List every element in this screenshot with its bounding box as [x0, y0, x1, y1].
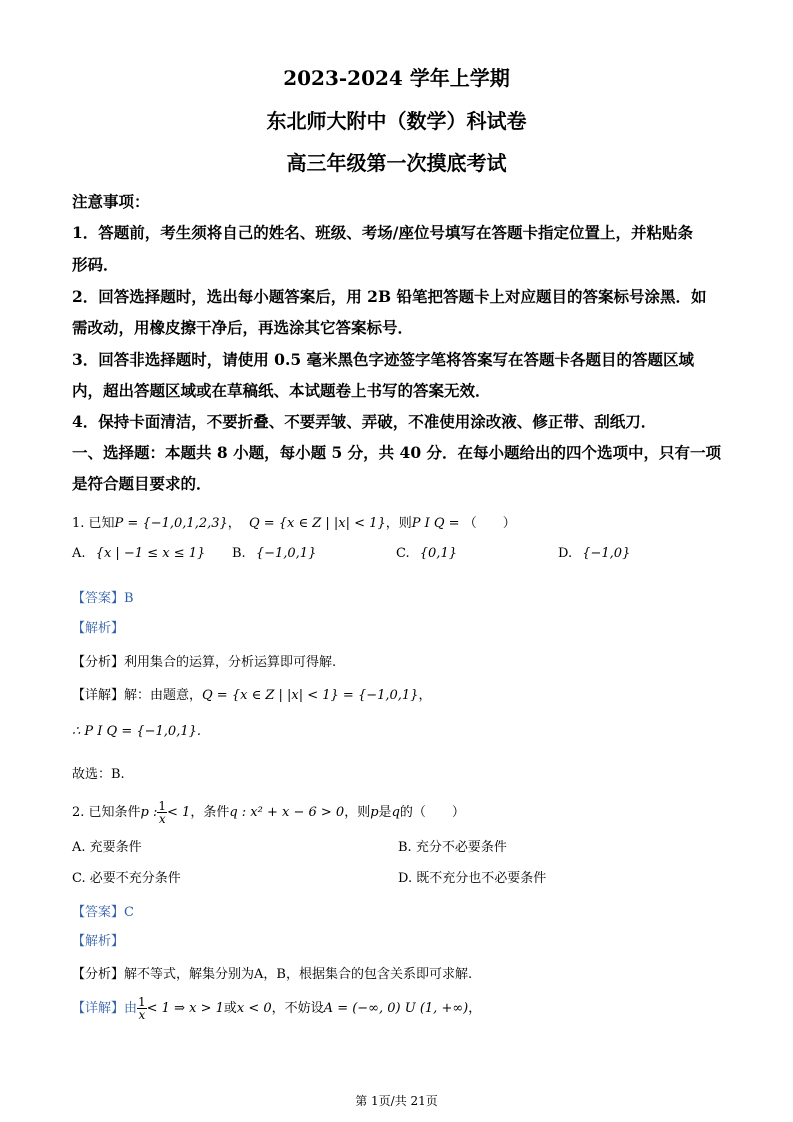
q1-paren: （ ） [463, 516, 516, 531]
q1-opt-a-label: A. [72, 546, 86, 561]
q1-conclusion: 故选：B. [72, 767, 125, 782]
header-school: 东北师大附中（数学）科试卷 [266, 109, 527, 133]
header-year: 2023-2024 学年上学期 [283, 66, 510, 90]
q1-opt-c-text: {0,1} [419, 546, 457, 561]
q1-opt-c-label: C. [396, 546, 410, 561]
q2-detail-fraction [137, 996, 147, 1021]
q1-option-a [72, 546, 205, 561]
q2-option-b: B. 充分不必要条件 [398, 840, 507, 855]
q2-fraction [157, 800, 167, 825]
q2-analysis: 【解析】 [72, 934, 125, 949]
notes-item1-a: 1．答题前，考生须将自己的姓名、班级、考场/座位号填写在答题卡指定位置上，并粘贴条 [72, 223, 693, 242]
q1-detail-prefix: 【详解】解：由题意， [72, 688, 203, 703]
q2-option-d: D. 既不充分也不必要条件 [398, 871, 547, 886]
notes-item2-b: 需改动，用橡皮擦干净后，再选涂其它答案标号． [72, 318, 414, 337]
q1-stem-prefix: 1. 已知 [72, 516, 115, 531]
q2-q-var: q [391, 805, 400, 820]
q2-detail-frac-num: 1 [138, 995, 146, 1009]
q2-answer: 【答案】C [72, 905, 134, 920]
page-number: 第 1页/共 21页 [355, 1094, 438, 1108]
q2-p-rest: < 1 [167, 805, 191, 820]
q1-stem-mid: ，则 [385, 516, 412, 531]
q2-is-text: 是 [378, 805, 392, 820]
q2-detail-prefix: 【详解】由 [72, 1001, 138, 1016]
q1-opt-b-text: {−1,0,1} [255, 546, 317, 561]
q2-de-text: 的（ ） [399, 805, 465, 820]
section1-line-b: 是符合题目要求的． [72, 474, 212, 493]
q2-set-a: A = (−∞, 0) U (1, +∞) [323, 1001, 469, 1016]
q1-stem [72, 512, 516, 531]
notes-heading: 注意事项： [72, 192, 150, 211]
q1-set-p: P = {−1,0,1,2,3} [114, 516, 228, 531]
q2-detail-expr2: x < 0 [236, 1001, 272, 1016]
q2-detail [72, 996, 481, 1021]
q2-stem-prefix: 2. 已知条件 [72, 805, 141, 820]
q2-suppose: ，不妨设 [271, 1001, 324, 1016]
q1-opt-a-text: {x | −1 ≤ x ≤ 1} [95, 546, 206, 561]
q2-option-c: C. 必要不充分条件 [72, 871, 181, 886]
q1-detail [72, 684, 431, 703]
q1-option-c [396, 546, 457, 561]
q1-detail-comma: ， [418, 688, 432, 703]
q1-opt-d-label: D. [558, 546, 573, 561]
header-exam: 高三年级第一次摸底考试 [286, 151, 507, 175]
q2-frac-num: 1 [158, 799, 167, 813]
q2-q-expr: q : x² + x − 6 > 0 [229, 805, 345, 820]
q2-p-var: p [370, 805, 379, 820]
q2-detail-frac-den: x [138, 1008, 146, 1022]
q1-answer: 【答案】B [72, 591, 134, 606]
q2-stem-mid: ，则 [344, 805, 371, 820]
q2-or-text: 或 [223, 1001, 237, 1016]
notes-item3-a: 3．回答非选择题时，请使用 0.5 毫米黑色字迹签字笔将答案写在答题卡各题目的答题区域 [72, 350, 695, 369]
q2-cond-q-text: ，条件 [190, 805, 230, 820]
q2-fenxi: 【分析】解不等式，解集分别为A，B，根据集合的包含关系即可求解. [72, 967, 473, 982]
notes-item1-b: 形码． [72, 255, 119, 274]
q1-expr: P I Q = [411, 516, 460, 531]
q1-therefore: ∴ P I Q = {−1,0,1}. [72, 724, 202, 739]
q2-frac-den: x [158, 812, 166, 826]
section1-line-a: 一、选择题：本题共 8 小题，每小题 5 分，共 40 分．在每小题给出的四个选项中，只有一项 [72, 443, 722, 462]
q2-stem [72, 800, 465, 825]
q1-detail-expr: Q = {x ∈ Z | |x| < 1} = {−1,0,1} [202, 688, 419, 703]
q1-opt-d-text: {−1,0} [582, 546, 631, 561]
notes-item4: 4．保持卡面清洁，不要折叠、不要弄皱、弄破，不准使用涂改液、修正带、刮纸刀． [72, 412, 657, 431]
q2-option-a: A. 充要条件 [72, 840, 142, 855]
q1-analysis: 【解析】 [72, 621, 125, 636]
q1-opt-b-label: B. [232, 546, 246, 561]
q1-option-b [232, 546, 316, 561]
notes-item2-a: 2．回答选择题时，选出每小题答案后，用 2B 铅笔把答题卡上对应题目的答案标号涂黑．如 [72, 287, 707, 306]
q1-comma: ， [227, 516, 241, 531]
notes-item3-b: 内，超出答题区域或在草稿纸、本试题卷上书写的答案无效． [72, 381, 491, 400]
q1-set-q: Q = {x ∈ Z | |x| < 1} [248, 516, 386, 531]
q2-detail-expr: < 1 ⇒ x > 1 [146, 1001, 224, 1016]
q2-end: ， [468, 1001, 482, 1016]
q1-fenxi: 【分析】利用集合的运算，分析运算即可得解. [72, 655, 337, 670]
q1-option-d [558, 546, 630, 561]
q2-p-label: p : [140, 805, 158, 820]
